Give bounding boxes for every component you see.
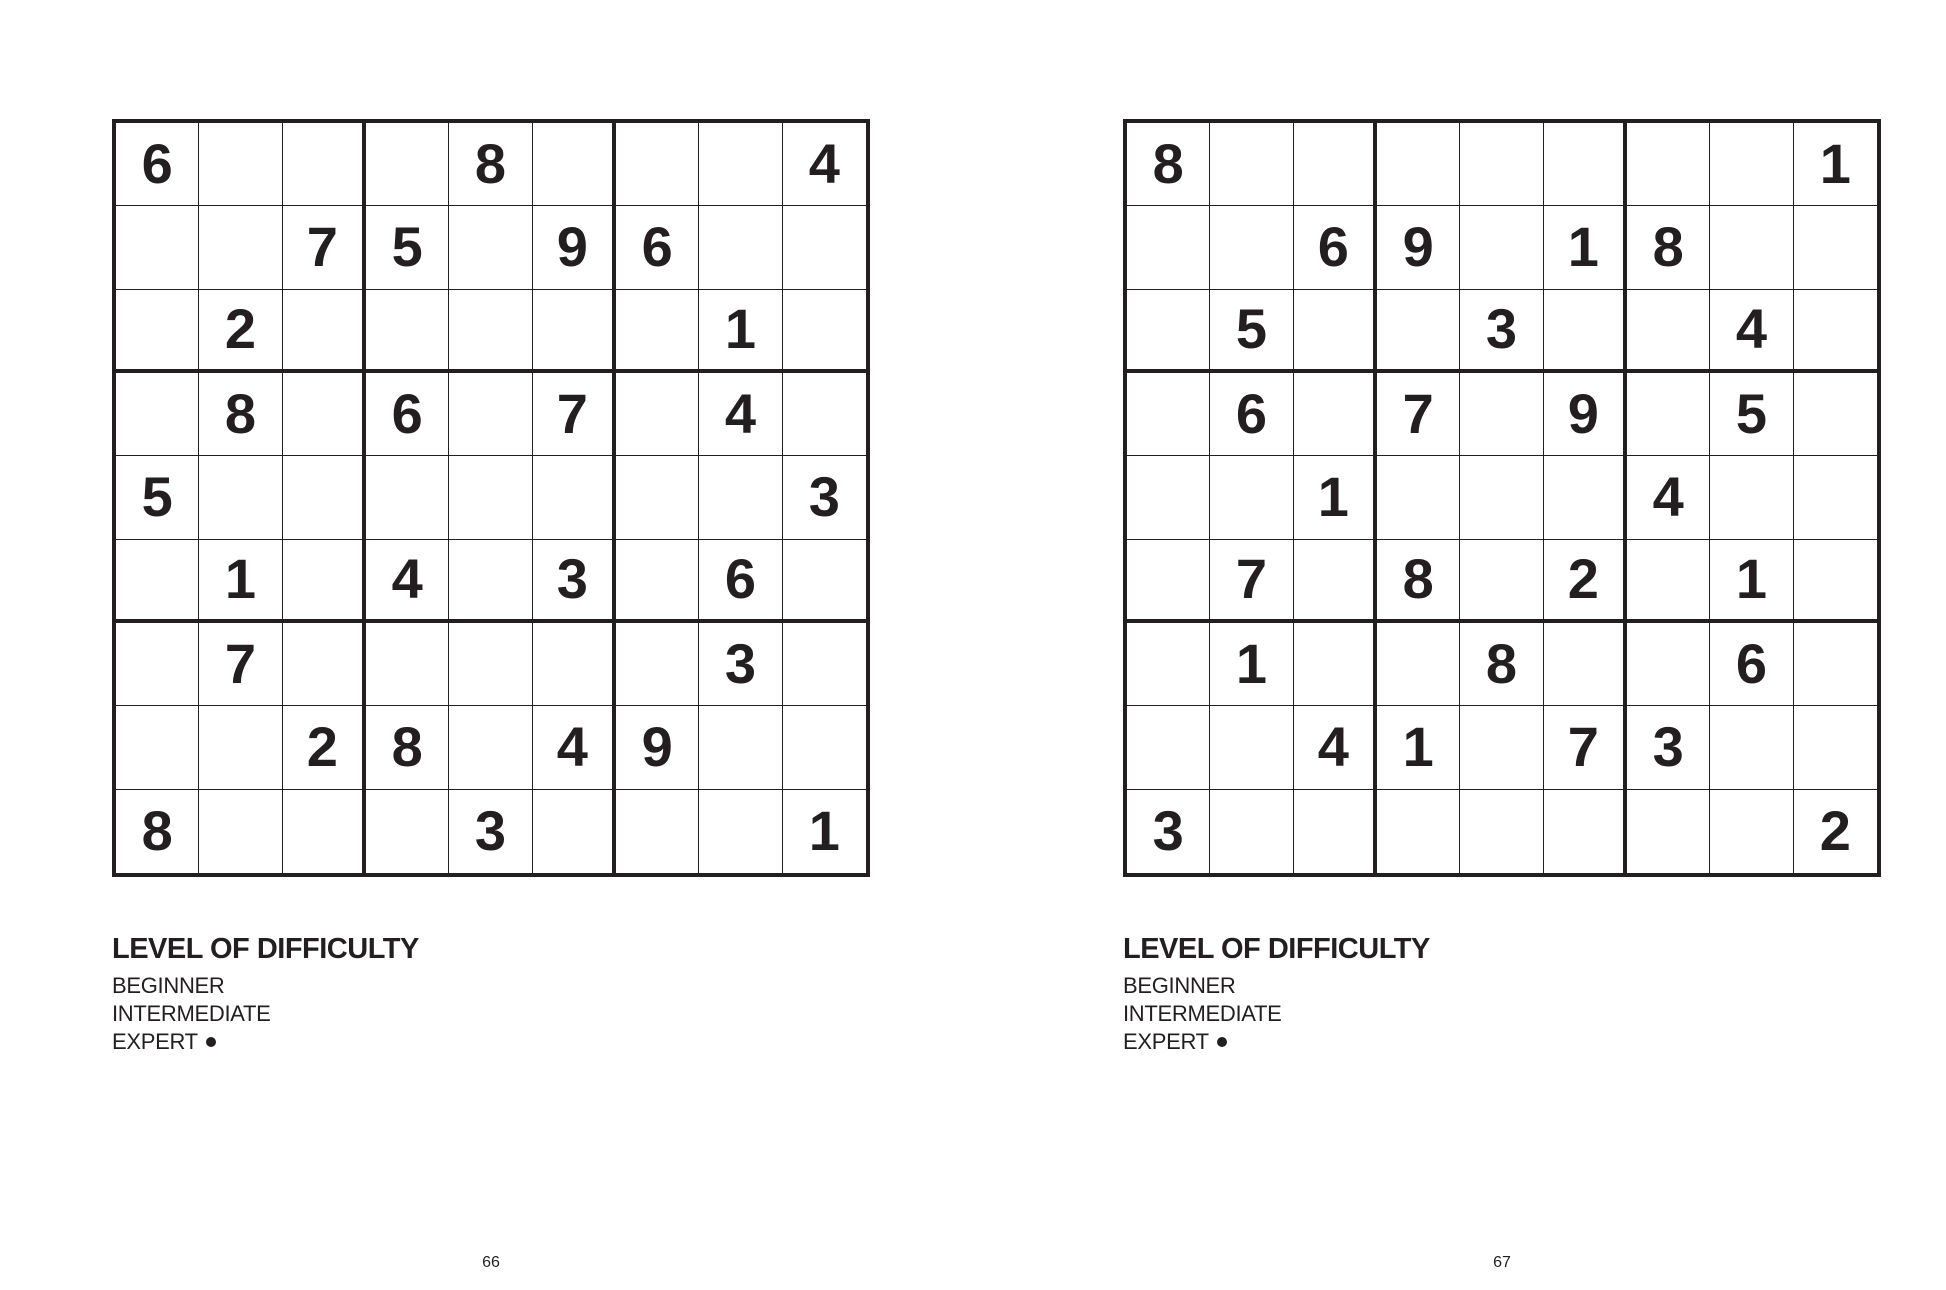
empty-cell[interactable]: [116, 373, 199, 456]
given-cell: 1: [1210, 623, 1293, 706]
empty-cell[interactable]: [533, 290, 616, 373]
empty-cell[interactable]: [1460, 373, 1543, 456]
level-label: INTERMEDIATE: [112, 1001, 271, 1026]
given-cell: 1: [699, 290, 782, 373]
empty-cell[interactable]: [1460, 123, 1543, 206]
given-cell: 5: [366, 206, 449, 289]
empty-cell[interactable]: [1127, 206, 1210, 289]
empty-cell[interactable]: [1544, 623, 1627, 706]
empty-cell[interactable]: [783, 290, 866, 373]
given-cell: 1: [1294, 456, 1377, 539]
empty-cell[interactable]: [116, 623, 199, 706]
given-cell: 8: [199, 373, 282, 456]
given-cell: 7: [283, 206, 366, 289]
empty-cell[interactable]: [1794, 540, 1877, 623]
empty-cell[interactable]: [1544, 790, 1627, 873]
empty-cell[interactable]: [1794, 206, 1877, 289]
empty-cell[interactable]: [199, 790, 282, 873]
empty-cell[interactable]: [199, 206, 282, 289]
empty-cell[interactable]: [533, 456, 616, 539]
empty-cell[interactable]: [1460, 456, 1543, 539]
empty-cell[interactable]: [449, 540, 532, 623]
empty-cell[interactable]: [1460, 540, 1543, 623]
level-label: BEGINNER: [1123, 973, 1236, 998]
empty-cell[interactable]: [1460, 706, 1543, 789]
difficulty-heading: LEVEL OF DIFFICULTY: [1123, 933, 1430, 965]
empty-cell[interactable]: [1627, 123, 1710, 206]
given-cell: 1: [199, 540, 282, 623]
level-intermediate: [1123, 1000, 1430, 1028]
empty-cell[interactable]: [366, 290, 449, 373]
empty-cell[interactable]: [1794, 373, 1877, 456]
given-cell: 9: [1377, 206, 1460, 289]
empty-cell[interactable]: [1460, 206, 1543, 289]
given-cell: 4: [1710, 290, 1793, 373]
empty-cell[interactable]: [1294, 123, 1377, 206]
given-cell: 9: [616, 706, 699, 789]
given-cell: 8: [116, 790, 199, 873]
given-cell: 3: [783, 456, 866, 539]
empty-cell[interactable]: [366, 123, 449, 206]
given-cell: 2: [1544, 540, 1627, 623]
empty-cell[interactable]: [533, 123, 616, 206]
given-cell: 4: [1627, 456, 1710, 539]
given-cell: 7: [1544, 706, 1627, 789]
given-cell: 5: [1210, 290, 1293, 373]
empty-cell[interactable]: [283, 456, 366, 539]
given-cell: 4: [366, 540, 449, 623]
empty-cell[interactable]: [116, 206, 199, 289]
empty-cell[interactable]: [283, 540, 366, 623]
given-cell: 1: [1710, 540, 1793, 623]
level-label: EXPERT: [1123, 1029, 1209, 1054]
sudoku-grid: [1123, 119, 1881, 877]
given-cell: 4: [1294, 706, 1377, 789]
empty-cell[interactable]: [783, 623, 866, 706]
empty-cell[interactable]: [1210, 706, 1293, 789]
empty-cell[interactable]: [616, 373, 699, 456]
right-page: [973, 0, 1946, 1290]
given-cell: 8: [1127, 123, 1210, 206]
given-cell: 8: [366, 706, 449, 789]
empty-cell[interactable]: [699, 206, 782, 289]
empty-cell[interactable]: [783, 540, 866, 623]
empty-cell[interactable]: [116, 706, 199, 789]
selected-dot-icon: [1217, 1037, 1227, 1047]
given-cell: 9: [1544, 373, 1627, 456]
level-label: EXPERT: [112, 1029, 198, 1054]
difficulty-panel: [1123, 932, 1430, 1056]
level-intermediate: [112, 1000, 419, 1028]
empty-cell[interactable]: [1377, 456, 1460, 539]
empty-cell[interactable]: [1210, 790, 1293, 873]
empty-cell[interactable]: [1294, 540, 1377, 623]
given-cell: 6: [1710, 623, 1793, 706]
empty-cell[interactable]: [1377, 290, 1460, 373]
difficulty-panel: [112, 932, 419, 1056]
empty-cell[interactable]: [1127, 290, 1210, 373]
empty-cell[interactable]: [1294, 790, 1377, 873]
given-cell: 4: [533, 706, 616, 789]
given-cell: 8: [1627, 206, 1710, 289]
given-cell: 1: [808, 799, 840, 863]
difficulty-heading: LEVEL OF DIFFICULTY: [112, 933, 419, 965]
empty-cell[interactable]: [1794, 456, 1877, 539]
empty-cell[interactable]: [1210, 456, 1293, 539]
given-cell: 1: [1377, 706, 1460, 789]
empty-cell[interactable]: [616, 290, 699, 373]
given-cell: 6: [1294, 206, 1377, 289]
empty-cell[interactable]: [1627, 373, 1710, 456]
given-cell: 3: [449, 790, 532, 873]
given-cell: 2: [199, 290, 282, 373]
empty-cell[interactable]: [1377, 623, 1460, 706]
empty-cell[interactable]: [366, 790, 449, 873]
empty-cell[interactable]: [1544, 123, 1627, 206]
empty-cell[interactable]: [199, 123, 282, 206]
given-cell: 6: [616, 206, 699, 289]
empty-cell[interactable]: [283, 623, 366, 706]
given-cell: 7: [1377, 373, 1460, 456]
given-cell: 5: [116, 456, 199, 539]
empty-cell[interactable]: [699, 123, 782, 206]
empty-cell[interactable]: [1627, 540, 1710, 623]
level-beginner: [1123, 972, 1430, 1000]
given-cell: 7: [533, 373, 616, 456]
empty-cell[interactable]: [1794, 623, 1877, 706]
empty-cell[interactable]: [1294, 623, 1377, 706]
given-cell: 7: [199, 623, 282, 706]
empty-cell[interactable]: [1627, 790, 1710, 873]
empty-cell[interactable]: [783, 206, 866, 289]
empty-cell[interactable]: [1544, 456, 1627, 539]
given-cell: 2: [1819, 799, 1851, 863]
empty-cell[interactable]: [199, 706, 282, 789]
empty-cell[interactable]: [533, 623, 616, 706]
empty-cell[interactable]: [1210, 123, 1293, 206]
empty-cell[interactable]: [1710, 706, 1793, 789]
empty-cell[interactable]: [1127, 706, 1210, 789]
empty-cell[interactable]: [1627, 623, 1710, 706]
empty-cell[interactable]: [1710, 123, 1793, 206]
empty-cell[interactable]: [1127, 623, 1210, 706]
given-cell: 6: [1210, 373, 1293, 456]
given-cell: 1: [1794, 123, 1877, 206]
empty-cell[interactable]: [1294, 373, 1377, 456]
empty-cell[interactable]: [1710, 790, 1793, 873]
given-cell: 4: [699, 373, 782, 456]
level-expert: [1123, 1028, 1430, 1056]
given-cell: 3: [1460, 290, 1543, 373]
empty-cell[interactable]: [616, 623, 699, 706]
given-cell: 5: [1710, 373, 1793, 456]
empty-cell[interactable]: [616, 123, 699, 206]
empty-cell[interactable]: [783, 373, 866, 456]
empty-cell[interactable]: [1127, 373, 1210, 456]
empty-cell[interactable]: [199, 456, 282, 539]
given-cell: 6: [366, 373, 449, 456]
empty-cell[interactable]: [366, 623, 449, 706]
empty-cell[interactable]: [1210, 206, 1293, 289]
empty-cell[interactable]: [449, 706, 532, 789]
empty-cell[interactable]: [616, 540, 699, 623]
given-cell: 4: [783, 123, 866, 206]
empty-cell[interactable]: [1710, 206, 1793, 289]
empty-cell[interactable]: [366, 456, 449, 539]
empty-cell[interactable]: [533, 790, 616, 873]
given-cell: 3: [533, 540, 616, 623]
empty-cell[interactable]: [1127, 456, 1210, 539]
given-cell: 1: [1544, 206, 1627, 289]
empty-cell[interactable]: [1460, 790, 1543, 873]
empty-cell[interactable]: [283, 790, 366, 873]
empty-cell[interactable]: [449, 290, 532, 373]
level-label: BEGINNER: [112, 973, 225, 998]
given-cell: 8: [1377, 540, 1460, 623]
given-cell: 6: [116, 123, 199, 206]
empty-cell[interactable]: [1294, 290, 1377, 373]
empty-cell[interactable]: [283, 290, 366, 373]
empty-cell[interactable]: [283, 123, 366, 206]
empty-cell[interactable]: [1127, 540, 1210, 623]
given-cell: 3: [699, 623, 782, 706]
empty-cell[interactable]: [699, 456, 782, 539]
empty-cell[interactable]: [616, 456, 699, 539]
level-label: INTERMEDIATE: [1123, 1001, 1282, 1026]
empty-cell[interactable]: [1377, 790, 1460, 873]
given-cell: 9: [533, 206, 616, 289]
given-cell: 3: [1627, 706, 1710, 789]
given-cell: 3: [1127, 790, 1210, 873]
given-cell: 8: [449, 123, 532, 206]
empty-cell[interactable]: [1377, 123, 1460, 206]
empty-cell[interactable]: [1710, 456, 1793, 539]
given-cell: 6: [699, 540, 782, 623]
given-cell: 2: [283, 706, 366, 789]
page-number: 66: [482, 1254, 500, 1271]
selected-dot-icon: [206, 1037, 216, 1047]
level-beginner: [112, 972, 419, 1000]
empty-cell[interactable]: [283, 373, 366, 456]
empty-cell[interactable]: [449, 456, 532, 539]
empty-cell[interactable]: [699, 790, 782, 873]
empty-cell[interactable]: [1544, 290, 1627, 373]
given-cell: 8: [1460, 623, 1543, 706]
given-cell: 7: [1210, 540, 1293, 623]
empty-cell[interactable]: [1794, 290, 1877, 373]
empty-cell[interactable]: [449, 206, 532, 289]
empty-cell[interactable]: [1627, 290, 1710, 373]
empty-cell[interactable]: [449, 373, 532, 456]
level-expert: [112, 1028, 419, 1056]
empty-cell[interactable]: [699, 706, 782, 789]
empty-cell[interactable]: [1794, 706, 1877, 789]
page-number: 67: [1493, 1254, 1511, 1271]
empty-cell[interactable]: [116, 290, 199, 373]
sudoku-grid: [112, 119, 870, 877]
empty-cell[interactable]: [783, 706, 866, 789]
empty-cell[interactable]: [616, 790, 699, 873]
empty-cell[interactable]: [116, 540, 199, 623]
empty-cell[interactable]: [449, 623, 532, 706]
